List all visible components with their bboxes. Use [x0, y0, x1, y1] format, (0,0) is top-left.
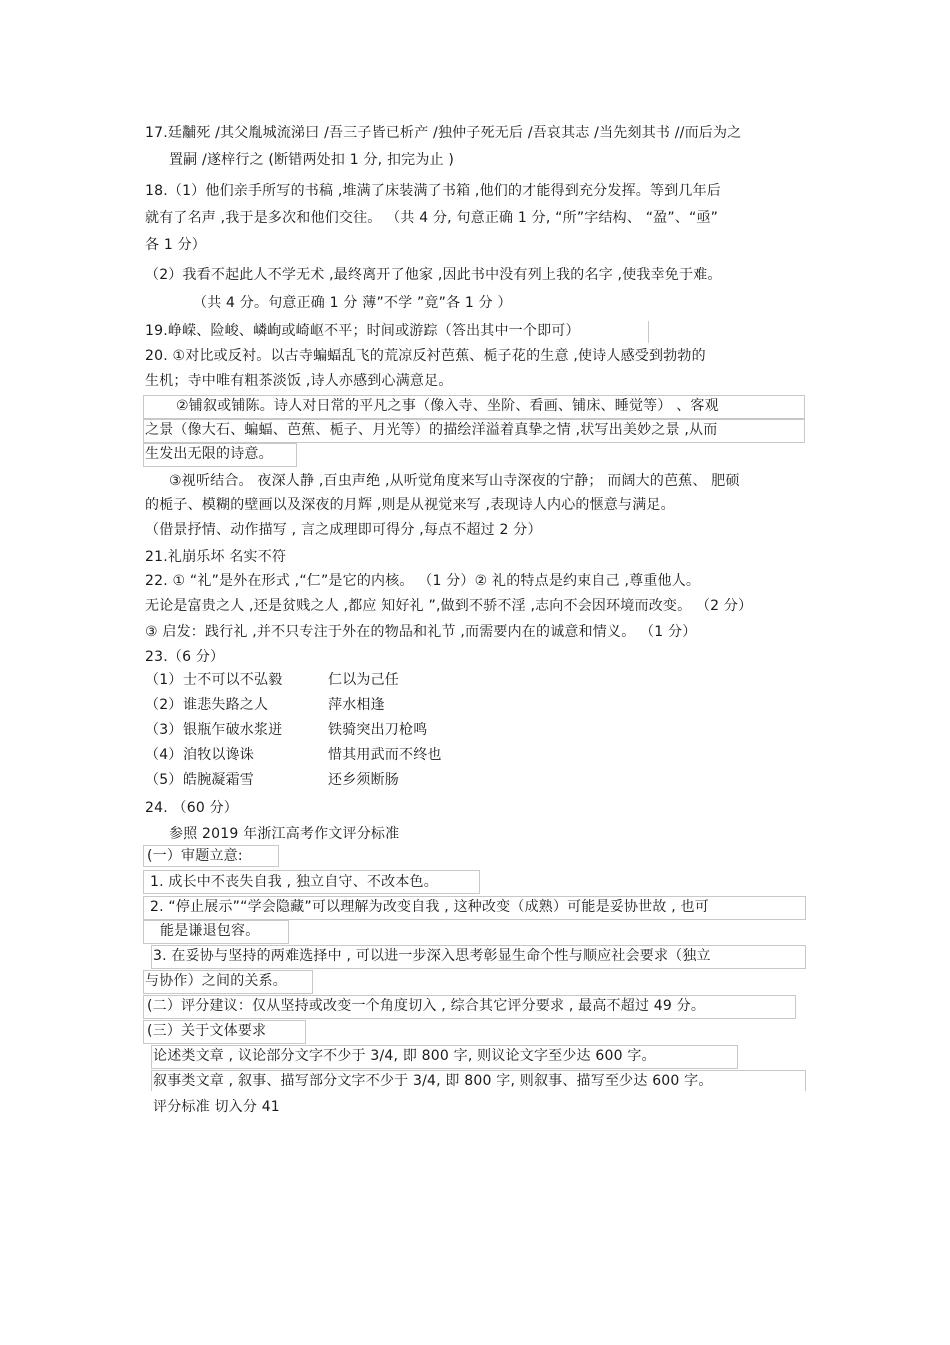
q20-line-7: 的栀子、模糊的壁画以及深夜的月辉 ,则是从视觉来写 ,表现诗人内心的惬意与满足。	[145, 497, 675, 513]
q24-point-5: 叙事类文章 , 叙事、描写部分文字不少于 3/4, 即 800 字, 则叙事、描写至少达 600 字。	[153, 1073, 713, 1089]
q23-title: 23.（6 分）	[145, 649, 225, 665]
q17-line-2: 置嗣 /遂梓行之 (断错两处扣 1 分, 扣完为止 )	[169, 152, 455, 168]
q23-item-num: （2）	[145, 697, 183, 713]
q23-item-first: 皓腕凝霜雪	[183, 772, 254, 788]
q24-point-1: 1. 成长中不丧失自我 , 独立自守、不改本色。	[150, 874, 438, 890]
rule-mark	[648, 321, 649, 343]
q24-point-2b: 能是谦退包容。	[160, 923, 260, 939]
q24-section-1: (一）审题立意:	[147, 848, 243, 864]
q23-item-second: 萍水相逢	[328, 697, 385, 713]
q20-line-6: ③视听结合。 夜深人静 ,百虫声绝 ,从听觉角度来写山寺深夜的宁静； 而阔大的芭蕉、 肥硕	[169, 473, 740, 489]
q24-point-2a: 2. “停止展示”“学会隐藏”可以理解为改变自我 , 这种改变（成熟）可能是妥协世故 , 也可	[150, 899, 709, 915]
q22-line-2: 无论是富贵之人 ,还是贫贱之人 ,都应 知好礼 ”,做到不骄不淫 ,志向不会因环境而改变。 （2 分）	[145, 598, 753, 614]
q21-line-1: 21.礼崩乐坏 名实不符	[145, 549, 287, 565]
q24-point-3b: 与协作）之间的关系。	[145, 973, 287, 989]
q23-item-first: 士不可以不弘毅	[183, 672, 283, 688]
q18-line-2: 就有了名声 ,我于是多次和他们交往。 （共 4 分, 句意正确 1 分, “所”字结构、 “盈”、“亟”	[145, 210, 719, 226]
q18-line-1: 18.（1）他们亲手所写的书稿 ,堆满了床装满了书箱 ,他们的才能得到充分发挥。等到几年后	[145, 183, 721, 199]
q23-item-second: 铁骑突出刀枪鸣	[328, 722, 428, 738]
q20-line-8: （借景抒情、动作描写 , 言之成理即可得分 ,每点不超过 2 分）	[145, 522, 542, 538]
q20-line-4: 之景（像大石、蝙蝠、芭蕉、栀子、月光等）的描绘洋溢着真挚之情 ,状写出美妙之景 ,从而	[145, 422, 718, 438]
q24-point-4: 论述类文章 , 议论部分文字不少于 3/4, 即 800 字, 则议论文字至少达 600 字。	[153, 1048, 656, 1064]
q24-section-3: (三）关于文体要求	[147, 1023, 267, 1039]
q20-line-5: 生发出无限的诗意。	[145, 446, 273, 462]
q23-item-second: 还乡须断肠	[328, 772, 399, 788]
q24-point-3a: 3. 在妥协与坚持的两难选择中 , 可以进一步深入思考彰显生命个性与顺应社会要求（独立	[153, 948, 711, 964]
q23-item-num: （5）	[145, 772, 183, 788]
q24-section-2: (二）评分建议：仅从坚持或改变一个角度切入 , 综合其它评分要求 , 最高不超过 49 分。	[147, 998, 706, 1014]
q20-line-1: 20. ①对比或反衬。以古寺蝙蝠乱飞的荒凉反衬芭蕉、栀子花的生意 ,使诗人感受到勃勃的	[145, 348, 706, 364]
q23-item-second: 惜其用武而不终也	[328, 747, 442, 763]
q23-item-num: （1）	[145, 672, 183, 688]
q24-line-1: 参照 2019 年浙江高考作文评分标准	[169, 826, 400, 842]
q20-line-2: 生机；寺中唯有粗茶淡饭 ,诗人亦感到心满意足。	[145, 373, 453, 389]
q23-item-first: 洎牧以谗诛	[183, 747, 254, 763]
q22-line-1: 22. ① “礼”是外在形式 ,“仁”是它的内核。 （1 分）② 礼的特点是约束自己 ,尊重他人。	[145, 573, 701, 589]
q18-line-3: 各 1 分）	[145, 237, 207, 253]
q18-line-4: （2）我看不起此人不学无术 ,最终离开了他家 ,因此书中没有列上我的名字 ,使我幸免于难。	[145, 267, 722, 283]
q23-item-first: 银瓶乍破水浆迸	[183, 722, 283, 738]
q22-line-3: ③ 启发：践行礼 ,并不只专注于外在的物品和礼节 ,而需要内在的诚意和情义。 （1 分）	[145, 624, 697, 640]
q24-title: 24. （60 分）	[145, 800, 238, 816]
q18-line-5: （共 4 分。句意正确 1 分 薄”不学 ”竟”各 1 分 ）	[193, 295, 512, 311]
q23-item-num: （4）	[145, 747, 183, 763]
q24-point-6: 评分标准 切入分 41	[153, 1099, 280, 1115]
q20-line-3: ②铺叙或铺陈。诗人对日常的平凡之事（像入寺、坐阶、看画、铺床、睡觉等） 、客观	[176, 398, 719, 414]
q19-line-1: 19.峥嵘、险峻、嶙峋或崎岖不平；时间或游踪（答出其中一个即可）	[145, 323, 580, 339]
q23-item-second: 仁以为己任	[328, 672, 399, 688]
q23-item-num: （3）	[145, 722, 183, 738]
q23-item-first: 谁悲失路之人	[183, 697, 269, 713]
q17-line-1: 17.廷黼死 /其父胤城流涕曰 /吾三子皆已析产 /独仲子死无后 /吾哀其志 /当先刻其书 //而后为之	[145, 125, 742, 141]
